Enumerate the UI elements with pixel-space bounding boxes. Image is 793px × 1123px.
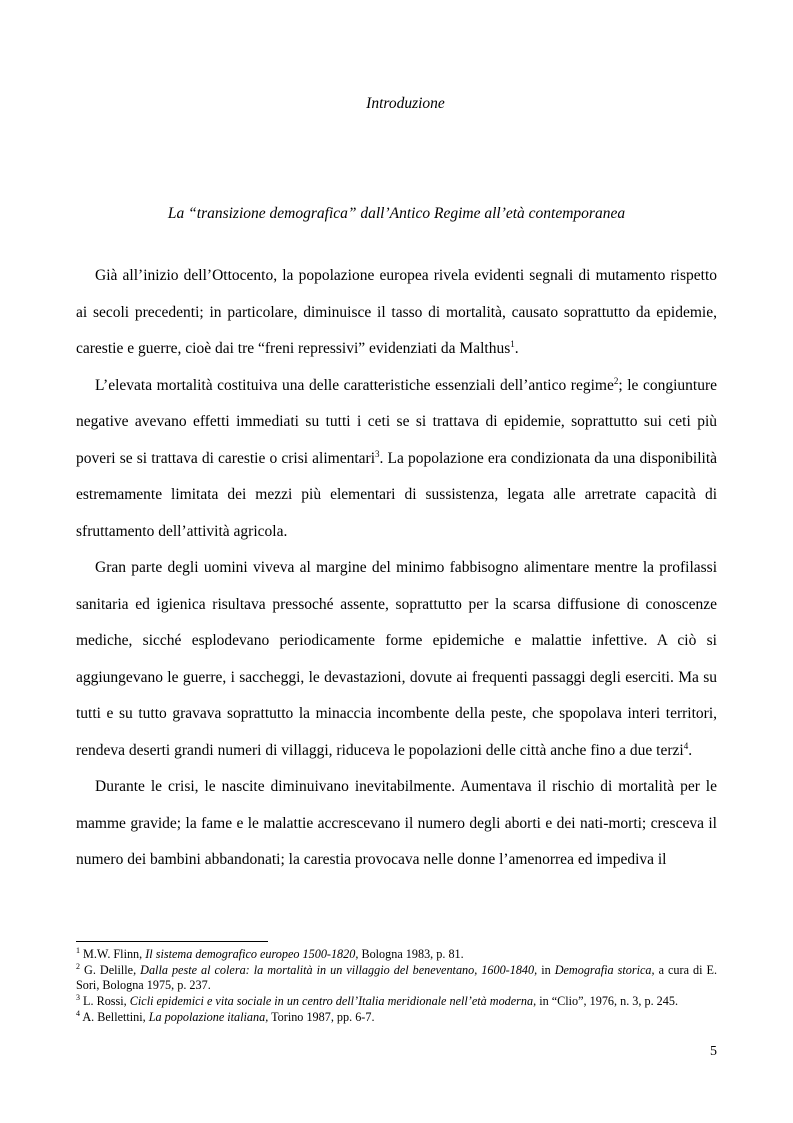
footnote-ref[interactable]: 2 [613, 375, 619, 386]
footnote-item [76, 1010, 717, 1025]
footnote-title: La popolazione italiana, [148, 1010, 269, 1024]
paragraph [76, 769, 717, 879]
footnote-title: Il sistema demografico europeo 1500-1820, [145, 947, 359, 961]
footnote-text: , in “Clio”, 1976, n. 3, p. 245. [533, 994, 679, 1008]
paragraph-text: Gran parte degli uomini viveva al margine del minimo fabbisogno alimentare mentre la profilassi sanitaria ed igienica risultava pressoché assente, soprattutto per la scarsa diffusione di conoscenze mediche, sicché esplodevano periodicamente forme epidemiche e malattie infettive. A ciò si aggiungevano le guerre, i saccheggi, le devastazioni, dovute ai frequenti passaggi degli eserciti. Ma su tutti e su tutto gravava soprattutto la minaccia incombente della peste, che spopolava interi territori, rendeva deserti grandi numeri di villaggi, riduceva le popolazioni delle città anche fino a due terzi [76, 559, 717, 759]
footnote-text: G. Delille, [80, 963, 141, 977]
footnote-number: 3 [76, 992, 80, 1002]
paragraph [76, 258, 717, 368]
paragraph-text: ; le congiunture negative avevano effetti immediati su tutti i ceti se si trattava di epidemie, soprattutto sui ceti più poveri se si trattava di carestie o crisi alimentari [76, 376, 717, 467]
footnote-ref[interactable]: 3 [375, 448, 380, 459]
footnote-text: Bologna 1983, p. 81. [358, 947, 464, 961]
footnote-text: M.W. Flinn, [80, 947, 146, 961]
footnote-text: Torino 1987, pp. 6-7. [268, 1010, 375, 1024]
paragraph [76, 368, 717, 551]
chapter-title: Introduzione [366, 95, 445, 112]
footnote-text: A. Bellettini, [80, 1010, 149, 1024]
footnote-title: Dalla peste al colera: la mortalità in un villaggio del beneventano, 1600-1840, [140, 963, 538, 977]
footnote-ref[interactable]: 4 [683, 740, 689, 751]
footnote-text: a cura di E. Sori, Bologna 1975, p. 237. [76, 963, 718, 992]
footnotes [76, 947, 717, 1026]
body-text [76, 258, 717, 879]
paragraph-text: . [688, 741, 693, 759]
footnote-number: 4 [76, 1008, 80, 1018]
footnote-number: 1 [76, 945, 80, 955]
paragraph [76, 550, 717, 769]
paragraph-text: L’elevata mortalità costituiva una delle caratteristiche essenziali dell’antico regime [95, 376, 614, 394]
paragraph-text: . [514, 340, 519, 357]
footnote-title: Cicli epidemici e vita sociale in un centro dell’Italia meridionale nell’età moderna [129, 994, 534, 1008]
footnote-item [76, 994, 717, 1009]
footnote-item [76, 947, 717, 962]
paragraph-text: Già all’inizio dell’Ottocento, la popolazione europea rivela evidenti segnali di mutamento rispetto ai secoli precedenti; in particolare, diminuisce il tasso di mortalità, causato soprattutto da epidemie, carestie e guerre, cioè dai tre “freni repressivi” evidenziati da Malthus [76, 267, 717, 357]
footnote-text: in [537, 963, 555, 977]
paragraph-text: . La popolazione era condizionata da una disponibilità estremamente limitata dei mezzi più elementari di sussistenza, legata alle arretrate capacità di sfruttamento dell’attività agricola. [76, 449, 718, 540]
section-title: La “transizione demografica” dall’Antico Regime all’età contemporanea [167, 205, 626, 222]
footnote-title: Demografia storica, [554, 963, 655, 977]
paragraph-text: Durante le crisi, le nascite diminuivano inevitabilmente. Aumentava il rischio di mortalità per le mamme gravide; la fame e le malattie accrescevano il numero degli aborti e dei nati-morti; cresceva il numero dei bambini abbandonati; la carestia provocava nelle donne l’amenorrea ed impediva il [76, 778, 717, 868]
footnote-ref[interactable]: 1 [510, 338, 515, 349]
footnote-text: L. Rossi, [80, 994, 130, 1008]
page-number: 5 [710, 1044, 717, 1059]
footnote-item [76, 963, 717, 993]
footnote-divider [76, 941, 268, 942]
footnote-number: 2 [76, 961, 80, 971]
